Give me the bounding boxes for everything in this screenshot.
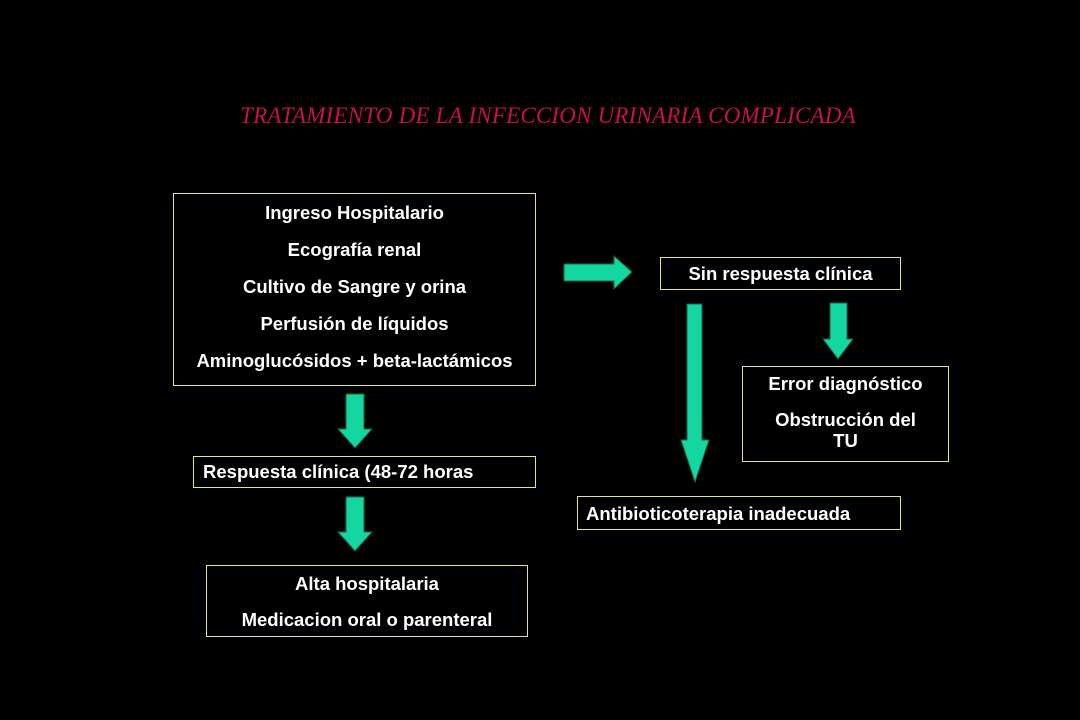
error-line: Obstrucción del xyxy=(775,409,916,430)
slide-title: TRATAMIENTO DE LA INFECCION URINARIA COMPLICADA xyxy=(240,103,856,128)
alta-line: Medicacion oral o parenteral xyxy=(241,609,493,630)
ingreso-line: Aminoglucósidos + beta-lactámicos xyxy=(196,350,513,371)
ingreso-line: Ingreso Hospitalario xyxy=(265,202,444,223)
arrow-down-icon xyxy=(338,497,372,551)
arrow-down-icon xyxy=(681,304,709,482)
arrow-right-icon xyxy=(564,256,632,289)
arrow-down-icon xyxy=(823,303,853,359)
error-line: Error diagnóstico xyxy=(768,373,923,394)
ingreso-line: Perfusión de líquidos xyxy=(260,313,449,334)
ingreso-line: Cultivo de Sangre y orina xyxy=(242,276,467,297)
ingreso-line: Ecografía renal xyxy=(287,239,422,260)
alta-line: Alta hospitalaria xyxy=(295,573,439,594)
sin-respuesta-text: Sin respuesta clínica xyxy=(688,263,873,284)
antibiotico-text: Antibioticoterapia inadecuada xyxy=(586,503,851,524)
arrow-down-icon xyxy=(338,394,372,448)
respuesta-text: Respuesta clínica (48-72 horas xyxy=(203,461,474,482)
error-line: TU xyxy=(833,430,858,451)
